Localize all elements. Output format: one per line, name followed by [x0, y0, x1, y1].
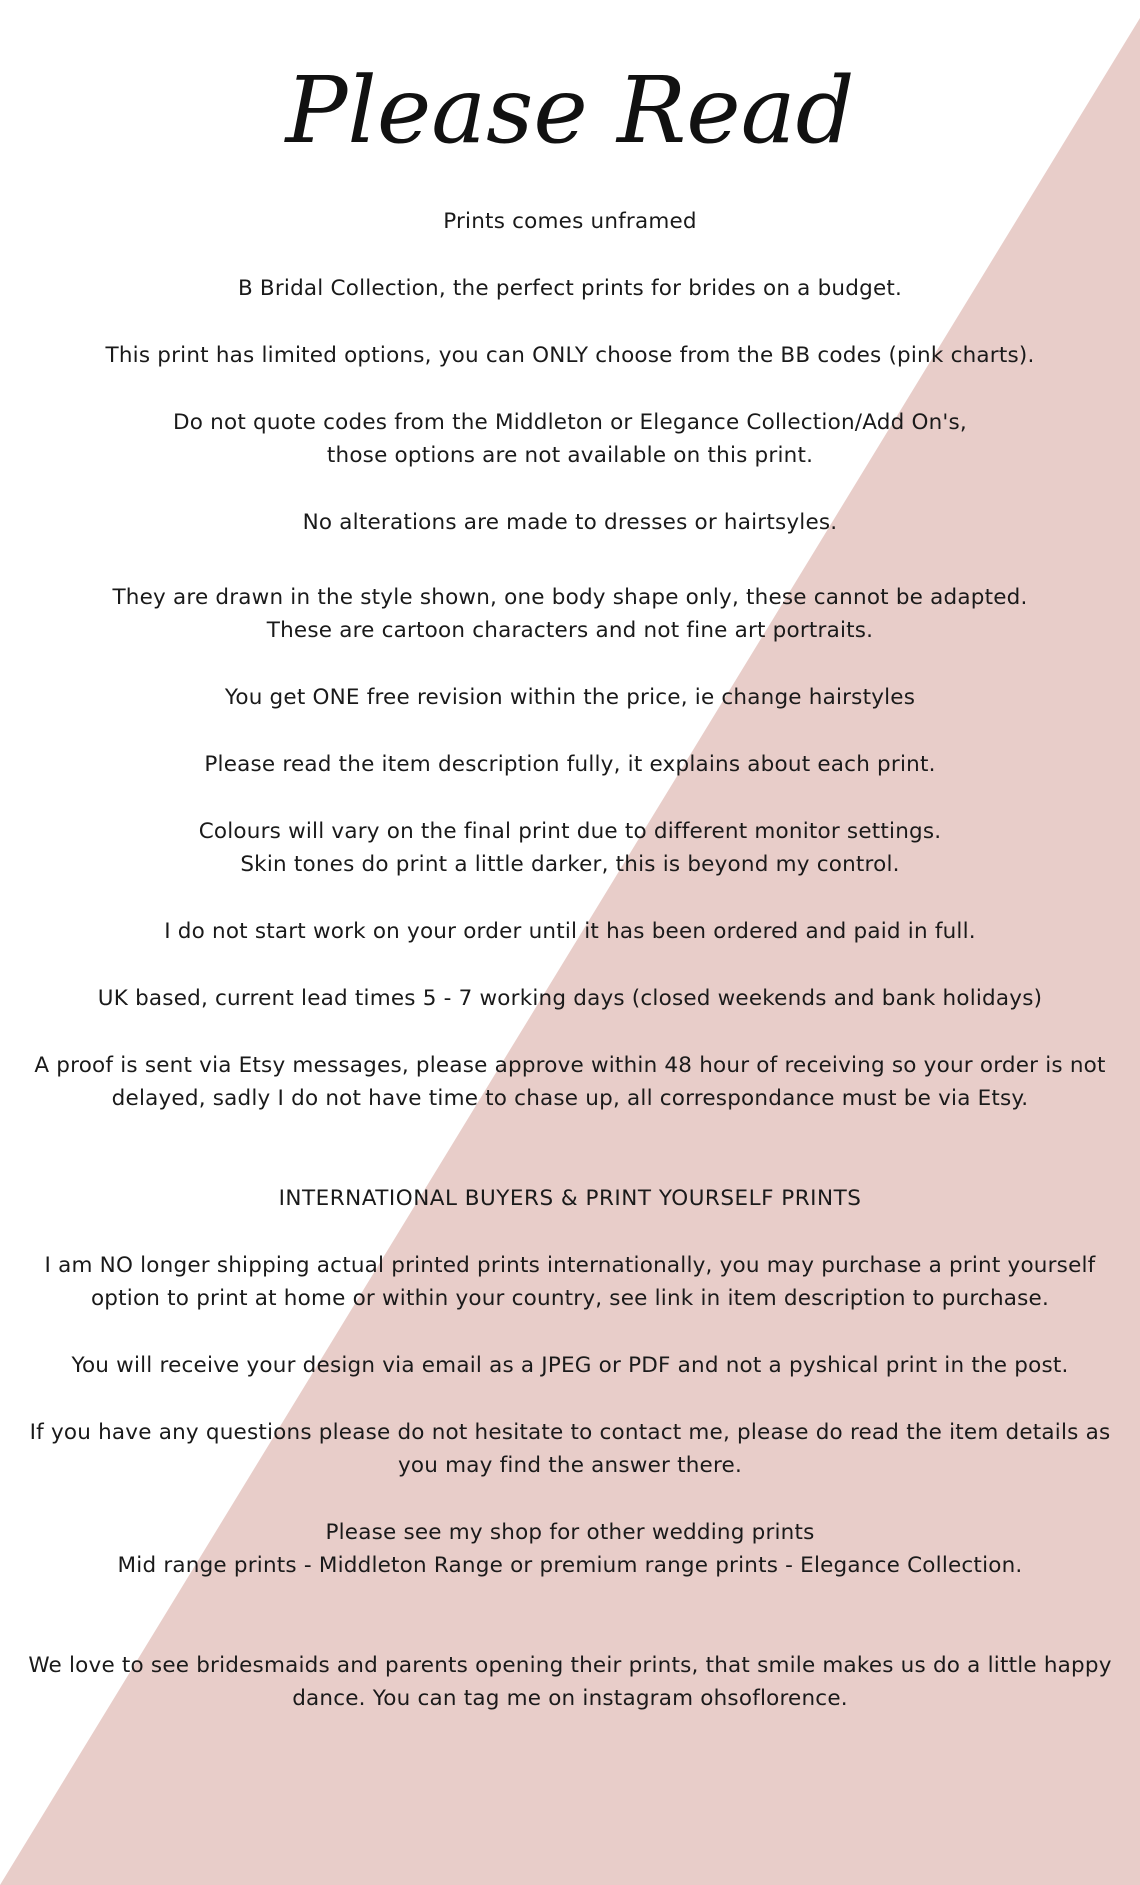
- revision-note: You get ONE free revision within the price, ie change hairstyles: [224, 685, 916, 710]
- read-description-note: Please read the item description fully, it explains about each print.: [204, 752, 936, 777]
- drawn-style-line-1: They are drawn in the style shown, one body shape only, these cannot be adapted.: [112, 585, 1028, 610]
- colours-line-1: Colours will vary on the final print due to different monitor settings.: [198, 819, 942, 844]
- script-title: [285, 46, 855, 176]
- limited-options-note: This print has limited options, you can ONLY choose from the BB codes (pink charts).: [105, 343, 1035, 368]
- page-title-text: Please Read: [285, 57, 855, 164]
- paid-in-full-note: I do not start work on your order until it has been ordered and paid in full.: [164, 919, 976, 944]
- proof-line-2: delayed, sadly I do not have time to chase up, all correspondance must be via Etsy.: [111, 1086, 1029, 1111]
- love-line-1: We love to see bridesmaids and parents opening their prints, that smile makes us do a little happy: [28, 1653, 1112, 1678]
- drawn-style-line-2: These are cartoon characters and not fine art portraits.: [266, 618, 874, 643]
- colours-line-2: Skin tones do print a little darker, this is beyond my control.: [240, 852, 900, 877]
- bridal-collection-note: B Bridal Collection, the perfect prints for brides on a budget.: [237, 276, 903, 301]
- no-shipping-line-1: I am NO longer shipping actual printed prints internationally, you may purchase a print yourself: [44, 1253, 1096, 1278]
- no-shipping-line-2: option to print at home or within your country, see link in item description to purchase.: [90, 1286, 1050, 1311]
- no-quote-line-2: those options are not available on this print.: [326, 443, 814, 468]
- page-title: [0, 46, 1140, 176]
- international-heading: INTERNATIONAL BUYERS & PRINT YOURSELF PRINTS: [278, 1186, 862, 1211]
- shop-line-1: Please see my shop for other wedding prints: [325, 1520, 815, 1545]
- proof-line-1: A proof is sent via Etsy messages, please approve within 48 hour of receiving so your order is not: [34, 1053, 1106, 1078]
- lead-times-note: UK based, current lead times 5 - 7 working days (closed weekends and bank holidays): [97, 986, 1043, 1011]
- receive-design-note: You will receive your design via email as a JPEG or PDF and not a pyshical print in the post.: [71, 1353, 1069, 1378]
- questions-line-1: If you have any questions please do not hesitate to contact me, please do read the item details as: [29, 1420, 1111, 1445]
- love-line-2: dance. You can tag me on instagram ohsoflorence.: [292, 1686, 848, 1711]
- questions-line-2: you may find the answer there.: [398, 1453, 742, 1478]
- unframed-note: Prints comes unframed: [443, 209, 697, 234]
- shop-line-2: Mid range prints - Middleton Range or premium range prints - Elegance Collection.: [117, 1553, 1023, 1578]
- no-alterations-note: No alterations are made to dresses or hairtsyles.: [302, 510, 838, 535]
- no-quote-line-1: Do not quote codes from the Middleton or Elegance Collection/Add On's,: [173, 410, 967, 435]
